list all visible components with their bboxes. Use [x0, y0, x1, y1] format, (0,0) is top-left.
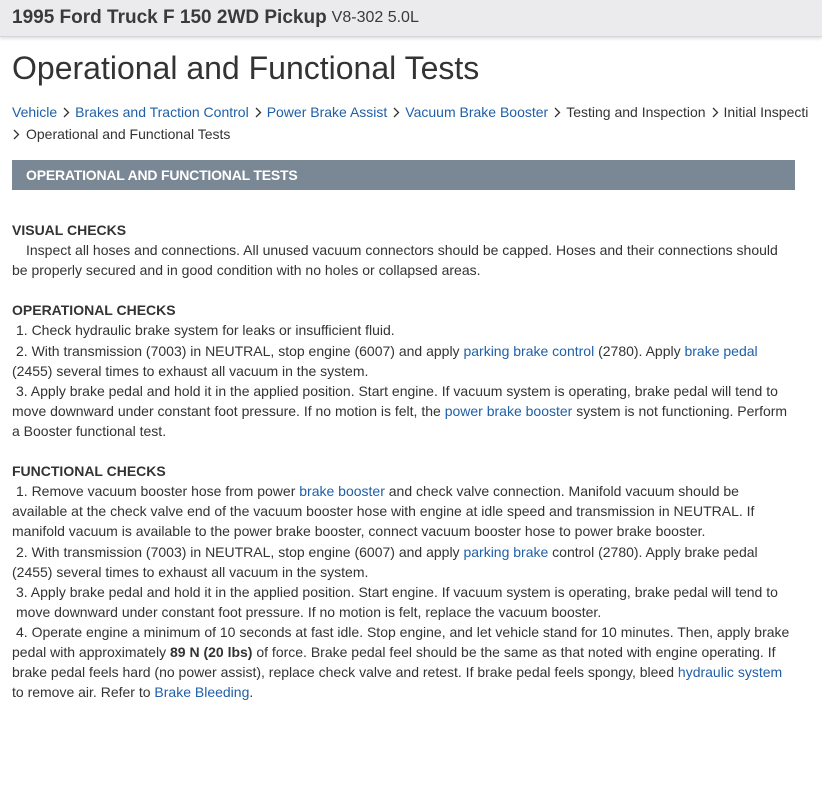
force-value: 89 N (20 lbs): [169, 643, 253, 660]
breadcrumb-power-brake-assist[interactable]: Power Brake Assist: [266, 104, 388, 120]
visual-checks-heading: VISUAL CHECKS: [12, 222, 127, 238]
chevron-right-icon: [387, 101, 405, 123]
vehicle-name: 1995 Ford Truck F 150 2WD Pickup: [12, 7, 327, 28]
chevron-right-icon: [12, 123, 26, 145]
breadcrumb: [12, 101, 822, 123]
page-title: Operational and Functional Tests: [12, 50, 480, 86]
functional-step-3: 3. Apply brake pedal and hold it in the applied position. Start engine. If vacuum system is operating, brake pedal will tend to move downward under constant foot pressure. If no motion is felt, replace the vacuum booster.: [16, 583, 778, 620]
operational-step-1: 1. Check hydraulic brake system for leaks or insufficient fluid.: [16, 322, 395, 339]
section-banner: OPERATIONAL AND FUNCTIONAL TESTS: [12, 160, 795, 190]
chevron-right-icon: [57, 101, 75, 123]
article-body: [12, 220, 797, 702]
breadcrumb-current: [12, 123, 822, 145]
functional-step-4: 4. Operate engine a minimum of 10 seconds at fast idle. Stop engine, and let vehicle stand for 10 minutes. Then, apply brake pedal with approximately 89 N (20 lbs) of force. Brake pedal feel should be the same as that noted with engine operating. If brake pedal feels hard (no power assist), replace check valve and retest. If brake pedal feels spongy, bleed hydraulic system to remove air. Refer to Brake Bleeding.: [12, 623, 790, 701]
breadcrumb-initial-inspection: Initial Inspecti: [723, 104, 809, 120]
operational-checks-heading: OPERATIONAL CHECKS: [12, 302, 176, 319]
brake-booster-link[interactable]: brake booster: [299, 483, 385, 500]
parking-brake-link[interactable]: parking brake: [463, 543, 549, 560]
brake-pedal-link[interactable]: brake pedal: [684, 342, 758, 359]
breadcrumb-current-label: Operational and Functional Tests: [26, 126, 231, 142]
chevron-right-icon: [706, 101, 724, 123]
chevron-right-icon: [548, 101, 566, 123]
hydraulic-system-link[interactable]: hydraulic system: [677, 664, 783, 681]
functional-step-1: 1. Remove vacuum booster hose from power brake booster and check valve connection. Manifold vacuum should be available at the check valve end of the vacuum booster hose with engine at idle speed and transmission in NEUTRAL. If manifold vacuum is available to the power brake booster, connect vacuum booster hose to power brake booster.: [12, 483, 755, 540]
functional-checks-heading: FUNCTIONAL CHECKS: [12, 463, 166, 480]
visual-checks-text: Inspect all hoses and connections. All unused vacuum connectors should be capped. Hoses and their connections should be properly secured and in good condition with no holes or collapsed areas.: [12, 242, 778, 279]
engine-label: V8-302 5.0L: [331, 9, 419, 26]
operational-step-3: 3. Apply brake pedal and hold it in the applied position. Start engine. If vacuum system is operating, brake pedal will tend to move downward under constant foot pressure. If no motion is felt, the power brake booster system is not functioning. Perform a Booster functional test.: [12, 382, 788, 439]
breadcrumb-vehicle[interactable]: Vehicle: [12, 104, 58, 120]
brake-bleeding-link[interactable]: Brake Bleeding: [154, 684, 250, 701]
operational-step-2: 2. With transmission (7003) in NEUTRAL, stop engine (6007) and apply parking brake control (2780). Apply brake pedal (2455) several times to exhaust all vacuum in the system.: [12, 342, 758, 379]
breadcrumb-brakes-traction[interactable]: Brakes and Traction Control: [75, 104, 249, 120]
breadcrumb-vacuum-brake-booster[interactable]: Vacuum Brake Booster: [405, 104, 549, 120]
chevron-right-icon: [249, 101, 267, 123]
parking-brake-control-link[interactable]: parking brake control: [463, 342, 595, 359]
breadcrumb-testing-inspection: Testing and Inspection: [566, 104, 706, 120]
vehicle-header: [0, 0, 822, 37]
power-brake-booster-link[interactable]: power brake booster: [444, 402, 573, 419]
functional-step-2: 2. With transmission (7003) in NEUTRAL, stop engine (6007) and apply parking brake control (2780). Apply brake pedal (2455) several times to exhaust all vacuum in the system.: [12, 543, 758, 580]
